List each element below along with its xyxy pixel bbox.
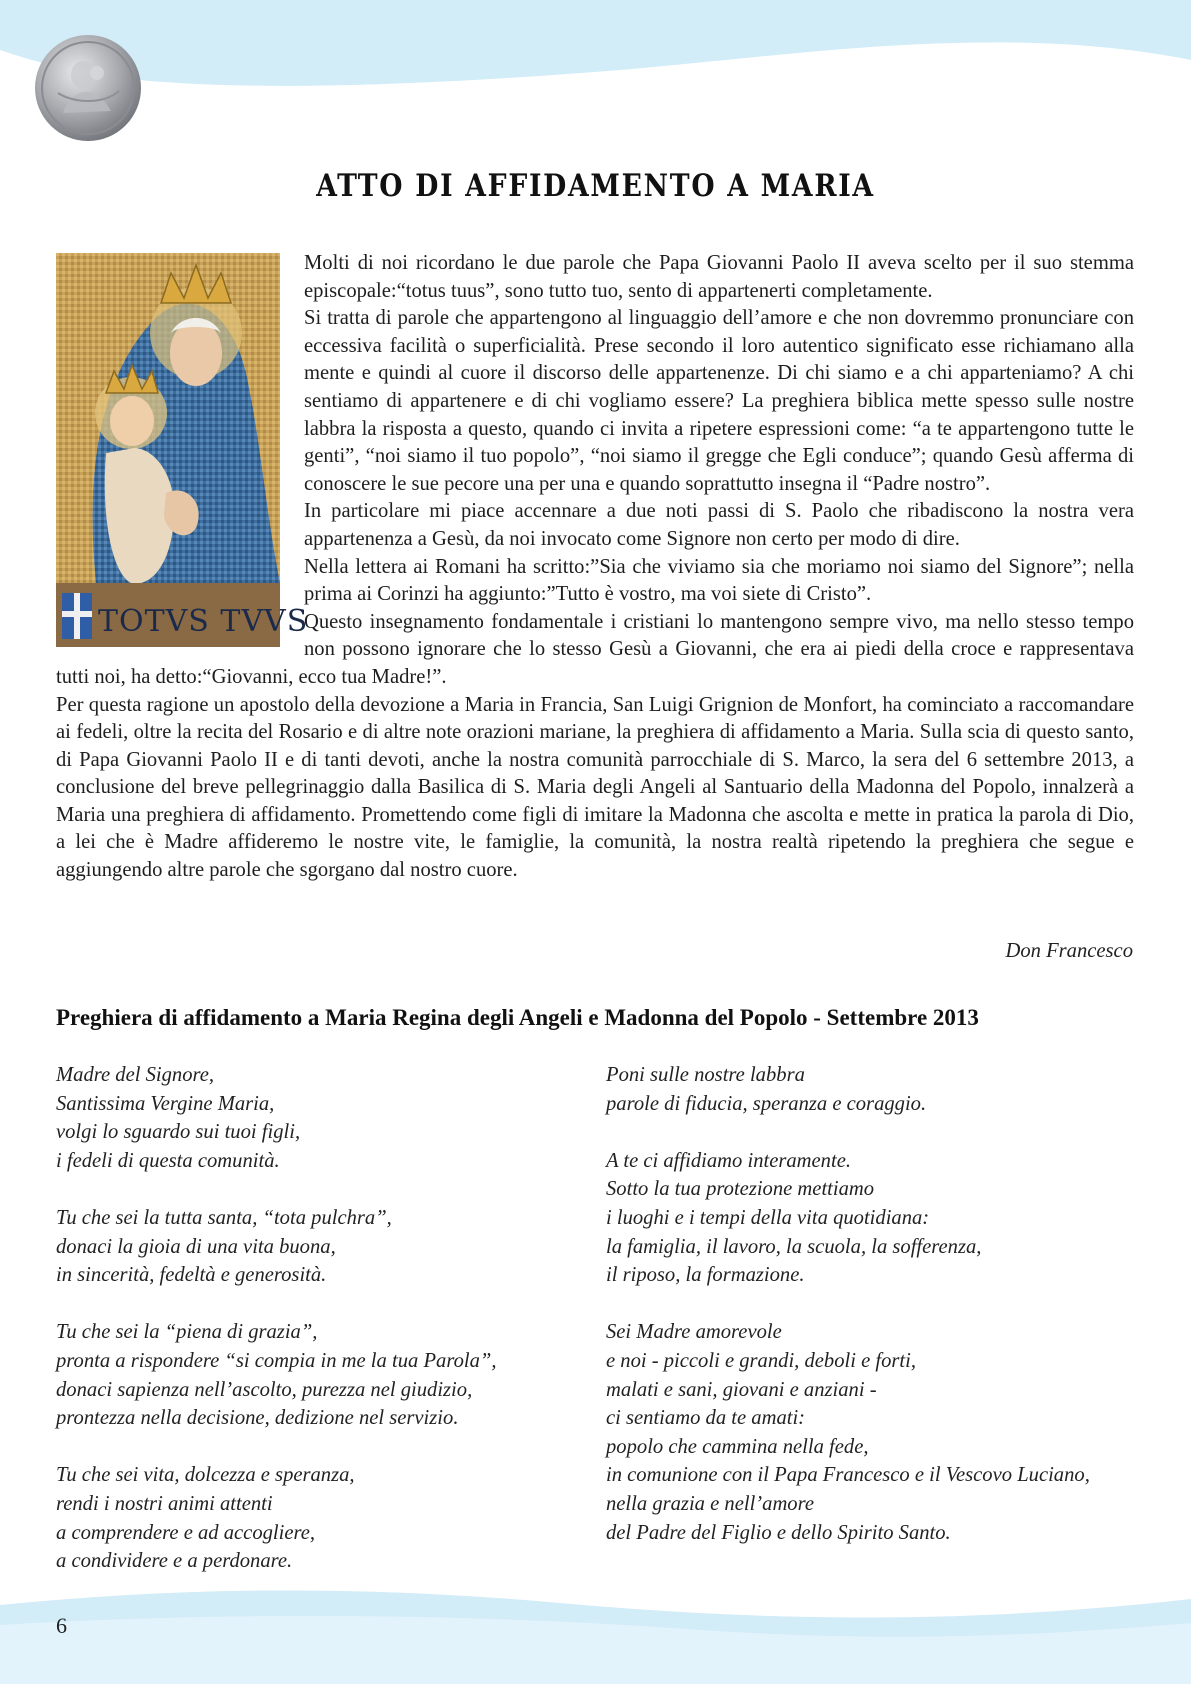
article-paragraph: Nella lettera ai Romani ha scritto:”Sia che viviamo sia che moriamo noi siamo del Signore”; nella prima ai Corinzi ha aggiunto:”Tutto è vostro, ma voi siete di Cristo”. — [304, 555, 1134, 606]
article-body — [56, 250, 1134, 885]
image-float-spacer — [56, 250, 304, 642]
prayer-line: Tu che sei la tutta santa, “tota pulchra”, — [56, 1206, 392, 1229]
prayer-stanza — [606, 1147, 1166, 1290]
prayer-line: donaci sapienza nell’ascolto, purezza nel giudizio, — [56, 1378, 473, 1401]
header-wave-decoration — [0, 0, 1191, 110]
prayer-stanza — [606, 1318, 1166, 1547]
prayer-line: la famiglia, il lavoro, la scuola, la sofferenza, — [606, 1235, 982, 1258]
prayer-line: popolo che cammina nella fede, — [606, 1435, 869, 1458]
prayer-stanza — [606, 1061, 1166, 1118]
prayer-line: del Padre del Figlio e dello Spirito Santo. — [606, 1521, 951, 1544]
prayer-left-column — [56, 1061, 616, 1604]
prayer-line: a comprendere e ad accogliere, — [56, 1521, 316, 1544]
prayer-line: in comunione con il Papa Francesco e il Vescovo Luciano, — [606, 1464, 1090, 1487]
prayer-line: prontezza nella decisione, dedizione nel servizio. — [56, 1407, 459, 1430]
prayer-line: pronta a rispondere “si compia in me la tua Parola”, — [56, 1349, 497, 1372]
prayer-right-column — [606, 1061, 1166, 1576]
signature: Don Francesco — [1005, 940, 1133, 962]
prayer-line: Sotto la tua protezione mettiamo — [606, 1178, 875, 1201]
prayer-line: donaci la gioia di una vita buona, — [56, 1235, 336, 1258]
image-caption-text: TOTVS TVVS — [98, 604, 309, 639]
page-number: 6 — [56, 1613, 67, 1638]
footer-wave-decoration — [0, 1585, 1191, 1684]
prayer-line: rendi i nostri animi attenti — [56, 1492, 273, 1515]
medal-emblem — [33, 33, 143, 143]
prayer-stanza — [56, 1061, 616, 1175]
prayer-stanza — [56, 1318, 616, 1432]
article-paragraph: In particolare mi piace accennare a due noti passi di S. Paolo che ribadiscono la nostra vera appartenenza a Gesù, da noi invocato come Signore non certo per modo di dire. — [304, 500, 1134, 550]
prayer-line: il riposo, la formazione. — [606, 1264, 805, 1287]
prayer-line: i luoghi e i tempi della vita quotidiana: — [606, 1206, 930, 1229]
prayer-stanza — [56, 1204, 616, 1290]
prayer-line: A te ci affidiamo interamente. — [606, 1149, 851, 1172]
prayer-title: Preghiera di affidamento a Maria Regina degli Angeli e Madonna del Popolo - Settembre 2013 — [56, 1005, 979, 1030]
prayer-line: Tu che sei vita, dolcezza e speranza, — [56, 1464, 355, 1487]
prayer-line: Santissima Vergine Maria, — [56, 1092, 275, 1115]
prayer-line: Poni sulle nostre labbra — [606, 1064, 805, 1086]
prayer-line: Tu che sei la “piena di grazia”, — [56, 1321, 318, 1344]
prayer-line: e noi - piccoli e grandi, deboli e forti, — [606, 1349, 916, 1372]
prayer-line: in sincerità, fedeltà e generosità. — [56, 1264, 327, 1287]
prayer-line: Madre del Signore, — [56, 1064, 215, 1086]
prayer-line: Sei Madre amorevole — [606, 1321, 782, 1344]
article-paragraph: Questo insegnamento fondamentale i cristiani lo mantengono sempre vivo, ma nello stesso tempo non possono ignorare che lo stesso Gesù a Giovanni, che era ai piedi della croce e rappresentava tutti noi, ha detto:“Giovanni, ecco tua Madre!”. — [56, 610, 1134, 688]
prayer-line: parole di fiducia, speranza e coraggio. — [606, 1092, 927, 1115]
prayer-stanza — [56, 1461, 616, 1575]
page-title: ATTO DI AFFIDAMENTO A MARIA — [316, 168, 875, 204]
prayer-line: volgi lo sguardo sui tuoi figli, — [56, 1121, 301, 1144]
article-paragraph: Si tratta di parole che appartengono al linguaggio dell’amore e che non dovremmo pronunciare con eccessiva facilità o superficialità. Prese secondo il loro autentico significato esse richiamano alla mente e quindi al cuore il discorso delle appartenenze. Di chi siamo e a chi apparteniamo? A chi sentiamo di appartenere e di chi vogliamo essere? La preghiera biblica mette spesso sulle nostre labbra la risposta a questo, quando ci invita a ripetere espressioni come: “a te appartengono tutte le genti”, “noi siamo il tuo popolo”, “noi siamo il gregge che Egli conduce”; quando Gesù afferma di conoscere le sue pecore una per una e quando soprattutto insegna il “Padre nostro”. — [304, 307, 1134, 495]
prayer-line: ci sentiamo da te amati: — [606, 1407, 806, 1430]
article-paragraph: Per questa ragione un apostolo della devozione a Maria in Francia, San Luigi Grignion de Monfort, ha cominciato a raccomandare ai fedeli, oltre la recita del Rosario e di altre note orazioni mariane, la preghiera di affidamento a Maria. Sulla scia di questo santo, di Papa Giovanni Paolo II e di tanti devoti, anche la nostra comunità parrocchiale di S. Marco, la sera del 6 settembre 2013, a conclusione del breve pellegrinaggio dalla Basilica di S. Maria degli Angeli al Santuario della Madonna del Popolo, innalzerà a Maria una preghiera di affidamento. Promettendo come figli di imitare la Madonna che ascolta e mette in pratica la parola di Dio, a lei che è Madre affideremo le nostre vite, le famiglie, la comunità, la nostra realtà ripetendo la preghiera che segue e aggiungendo altre parole che sgorgano dal nostro cuore. — [56, 693, 1134, 882]
prayer-line: i fedeli di questa comunità. — [56, 1149, 280, 1172]
prayer-line: a condividere e a perdonare. — [56, 1550, 293, 1573]
prayer-line: nella grazia e nell’amore — [606, 1492, 814, 1515]
article-paragraph: Molti di noi ricordano le due parole che Papa Giovanni Paolo II aveva scelto per il suo stemma episcopale:“totus tuus”, sono tutto tuo, sento di appartenerti completamente. — [304, 252, 1134, 302]
prayer-line: malati e sani, giovani e anziani - — [606, 1378, 877, 1401]
